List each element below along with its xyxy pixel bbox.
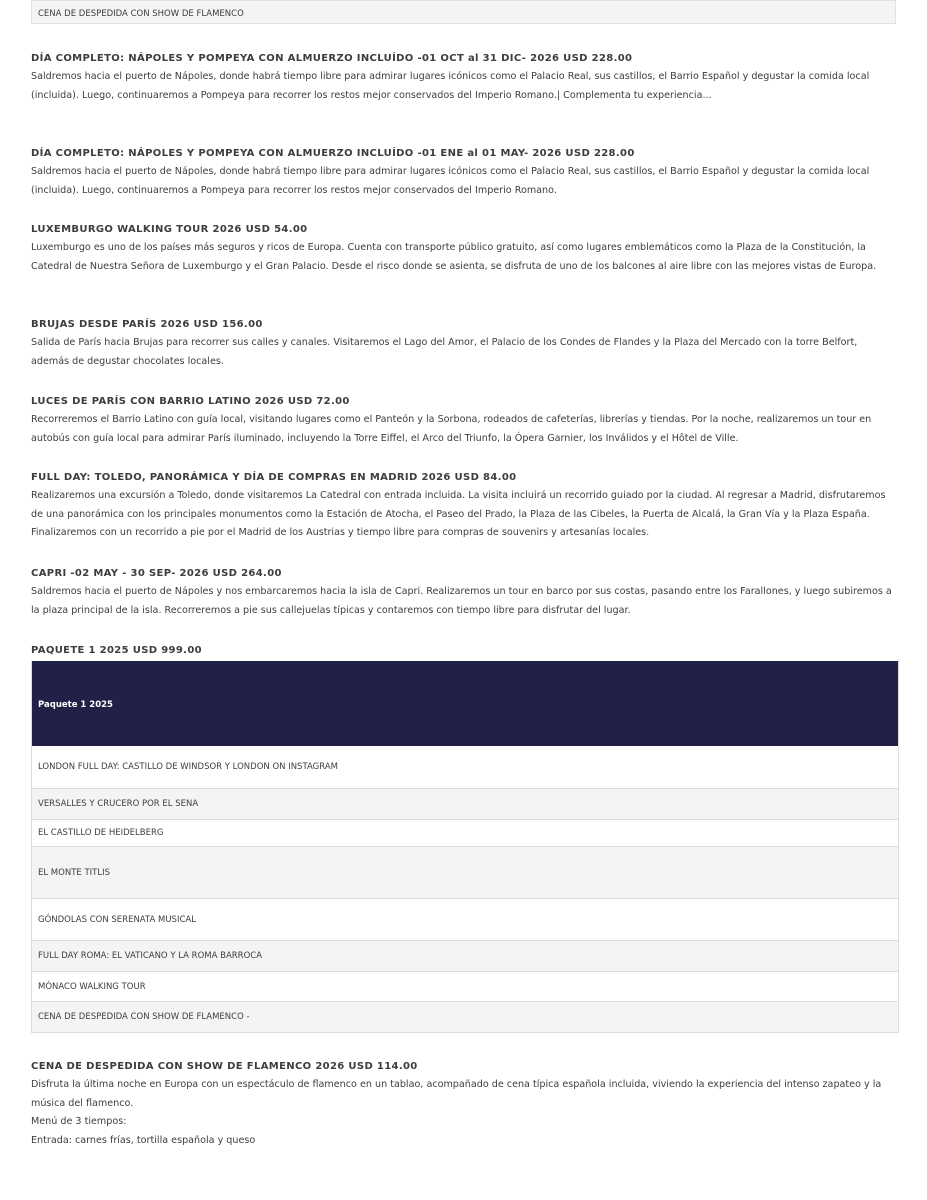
tour-title: LUCES DE PARÍS CON BARRIO LATINO 2026 USD 72.00 — [31, 396, 350, 407]
tour-item — [31, 1060, 898, 1150]
tour-item — [31, 644, 898, 658]
tour-title: CENA DE DESPEDIDA CON SHOW DE FLAMENCO 2026 USD 114.00 — [31, 1061, 418, 1072]
package-row: VERSALLES Y CRUCERO POR EL SENA — [32, 789, 898, 820]
tour-description: Realizaremos una excursión a Toledo, donde visitaremos La Catedral con entrada incluida. La visita incluirá un recorrido guiado por la ciudad. Al regresar a Madrid, disfrutaremos de una panorámica con los principales monumentos como la Estación de Atocha, el Paseo del Prado, la Plaza de las Cibeles, la Puerta de Alcalá, la Gran Vía y la Plaza España. Finalizaremos con un recorrido a pie por el Madrid de los Austrias y tiempo libre para compras de souvenirs y artesanías locales. — [31, 490, 886, 539]
tour-description: Salida de París hacia Brujas para recorrer sus calles y canales. Visitaremos el Lago del Amor, el Palacio de los Condes de Flandes y la Plaza del Mercado con la torre Belfort, además de degustar chocolates locales. — [31, 337, 858, 367]
tour-item — [31, 395, 898, 448]
tour-item — [31, 567, 898, 620]
tour-item — [31, 147, 898, 200]
package-table-header: Paquete 1 2025 — [32, 661, 898, 746]
package-row: GÓNDOLAS CON SERENATA MUSICAL — [32, 899, 898, 941]
package-row: EL CASTILLO DE HEIDELBERG — [32, 820, 898, 847]
package-table — [31, 661, 899, 1033]
tour-item — [31, 318, 898, 371]
tour-title: BRUJAS DESDE PARÍS 2026 USD 156.00 — [31, 319, 263, 330]
tour-description-line: Entrada: carnes frías, tortilla española y queso — [31, 1134, 256, 1146]
tour-description: Luxemburgo es uno de los países más seguros y ricos de Europa. Cuenta con transporte público gratuito, así como lugares emblemáticos como la Plaza de la Constitución, la Catedral de Nuestra Señora de Luxemburgo y el Gran Palacio. Desde el risco donde se asienta, se disfruta de uno de los balcones al aire libre con las mejores vistas de Europa. — [31, 242, 877, 272]
tour-title: CAPRI -02 MAY - 30 SEP- 2026 USD 264.00 — [31, 568, 282, 579]
package-row: EL MONTE TITLIS — [32, 847, 898, 899]
package-row: MÓNACO WALKING TOUR — [32, 972, 898, 1002]
tour-item — [31, 223, 898, 276]
tour-description: Recorreremos el Barrio Latino con guía local, visitando lugares como el Panteón y la Sorbona, rodeados de cafeterías, librerías y tiendas. Por la noche, realizaremos un tour en autobús con guía local para admirar París iluminado, incluyendo la Torre Eiffel, el Arco del Triunfo, la Ópera Garnier, los Inválidos y el Hôtel de Ville. — [31, 414, 872, 444]
tour-title: DÍA COMPLETO: NÁPOLES Y POMPEYA CON ALMUERZO INCLUÍDO -01 OCT al 31 DIC- 2026 USD 228.00 — [31, 53, 633, 64]
tour-title: FULL DAY: TOLEDO, PANORÁMICA Y DÍA DE COMPRAS EN MADRID 2026 USD 84.00 — [31, 472, 517, 483]
tour-description: Saldremos hacia el puerto de Nápoles, donde habrá tiempo libre para admirar lugares icónicos como el Palacio Real, sus castillos, el Barrio Español y degustar la comida local (incluida). Luego, continuaremos a Pompeya para recorrer los restos mejor conservados del Imperio Romano. — [31, 166, 870, 196]
package-title: PAQUETE 1 2025 USD 999.00 — [31, 645, 202, 656]
tour-description: Disfruta la última noche en Europa con un espectáculo de flamenco en un tablao, acompañado de cena típica española incluida, viviendo la experiencia del intenso zapateo y la música del flamenco. — [31, 1079, 882, 1109]
package-row: CENA DE DESPEDIDA CON SHOW DE FLAMENCO — [31, 0, 896, 24]
tour-item — [31, 471, 898, 543]
tour-description-line: Menú de 3 tiempos: — [31, 1116, 127, 1128]
tour-item — [31, 52, 898, 105]
package-row: FULL DAY ROMA: EL VATICANO Y LA ROMA BARROCA — [32, 941, 898, 972]
tour-description: Saldremos hacia el puerto de Nápoles, donde habrá tiempo libre para admirar lugares icónicos como el Palacio Real, sus castillos, el Barrio Español y degustar la comida local (incluida). Luego, continuaremos a Pompeya para recorrer los restos mejor conservados del Imperio Romano.| Complementa tu experiencia... — [31, 71, 870, 101]
package-row: LONDON FULL DAY: CASTILLO DE WINDSOR Y LONDON ON INSTAGRAM — [32, 746, 898, 789]
tour-title: DÍA COMPLETO: NÁPOLES Y POMPEYA CON ALMUERZO INCLUÍDO -01 ENE al 01 MAY- 2026 USD 228.00 — [31, 148, 635, 159]
tour-description: Saldremos hacia el puerto de Nápoles y nos embarcaremos hacia la isla de Capri. Realizaremos un tour en barco por sus costas, pasando entre los Farallones, y luego subiremos a la plaza principal de la isla. Recorreremos a pie sus callejuelas típicas y contaremos con tiempo libre para disfrutar del lugar. — [31, 586, 892, 616]
tour-title: LUXEMBURGO WALKING TOUR 2026 USD 54.00 — [31, 224, 308, 235]
package-row: CENA DE DESPEDIDA CON SHOW DE FLAMENCO - — [32, 1002, 898, 1033]
